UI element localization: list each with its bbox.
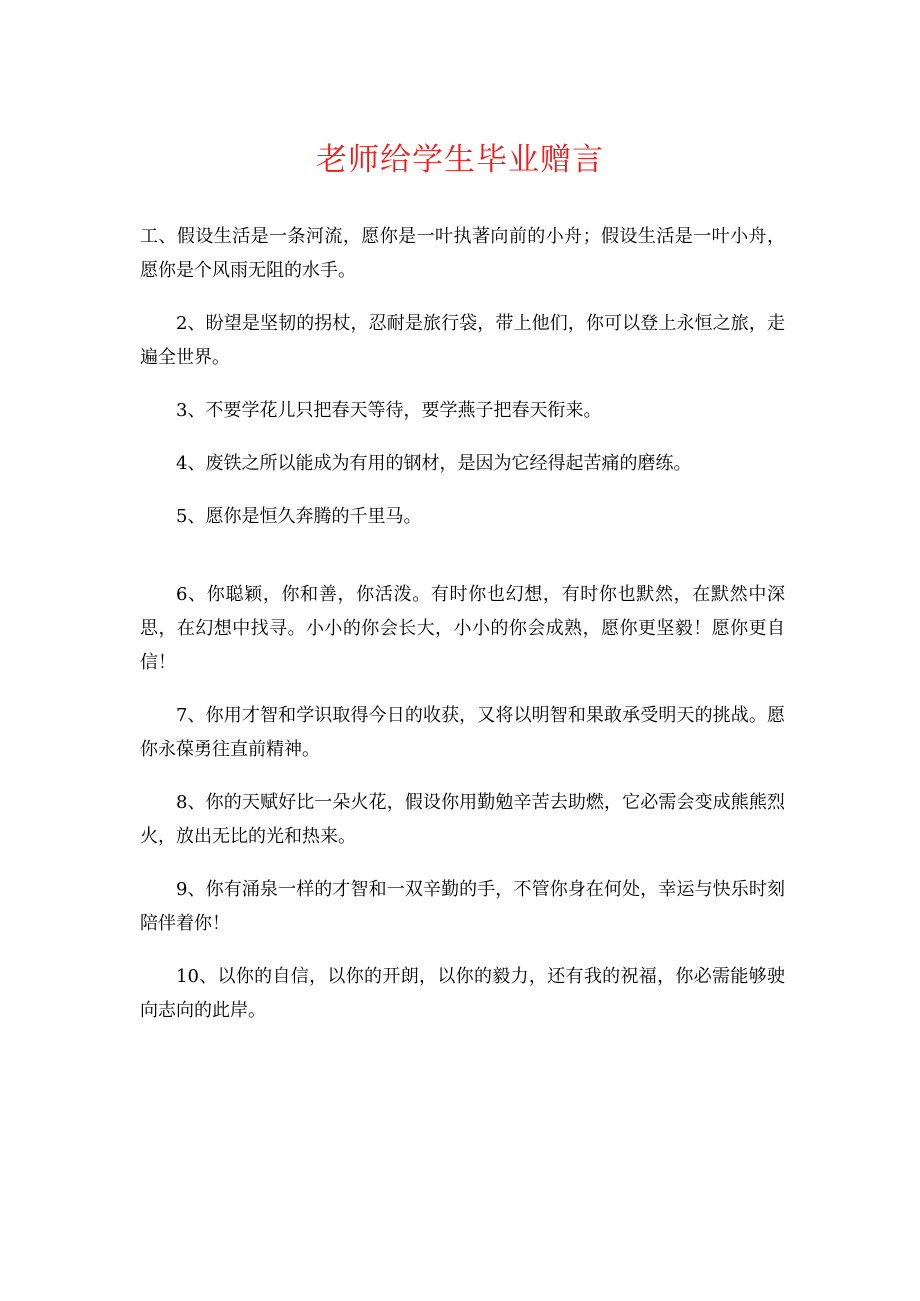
paragraph-9: 9、你有涌泉一样的才智和一双辛勤的手，不管你身在何处，幸运与快乐时刻陪伴着你！: [140, 879, 785, 934]
paragraph-7: 7、你用才智和学识取得今日的收获，又将以明智和果敢承受明天的挑战。愿你永葆勇往直前精神。: [140, 705, 785, 760]
paragraph-6: 6、你聪颖，你和善，你活泼。有时你也幻想，有时你也默然，在默然中深思，在幻想中找寻。小小的你会长大，小小的你会成熟，愿你更坚毅！愿你更自信！: [140, 584, 785, 673]
paragraph-5: 5、愿你是恒久奔腾的千里马。: [176, 506, 422, 527]
paragraph-3: 3、不要学花儿只把春天等待，要学燕子把春天衔来。: [176, 400, 602, 421]
paragraph-1: 工、假设生活是一条河流，愿你是一叶执著向前的小舟；假设生活是一叶小舟，愿你是个风雨无阻的水手。: [140, 226, 785, 281]
paragraph-8: 8、你的天赋好比一朵火花，假设你用勤勉辛苦去助燃，它必需会变成熊熊烈火，放出无比的光和热来。: [140, 792, 785, 847]
paragraph-4: 4、废铁之所以能成为有用的钢材，是因为它经得起苦痛的磨练。: [176, 453, 692, 474]
page-title: 老师给学生毕业赠言: [316, 142, 604, 178]
document-body: [140, 220, 785, 1047]
paragraph-2: 2、盼望是坚韧的拐杖，忍耐是旅行袋，带上他们，你可以登上永恒之旅，走遍全世界。: [140, 313, 785, 368]
paragraph-10: 10、以你的自信，以你的开朗，以你的毅力，还有我的祝福，你必需能够驶向志向的此岸。: [140, 966, 785, 1021]
